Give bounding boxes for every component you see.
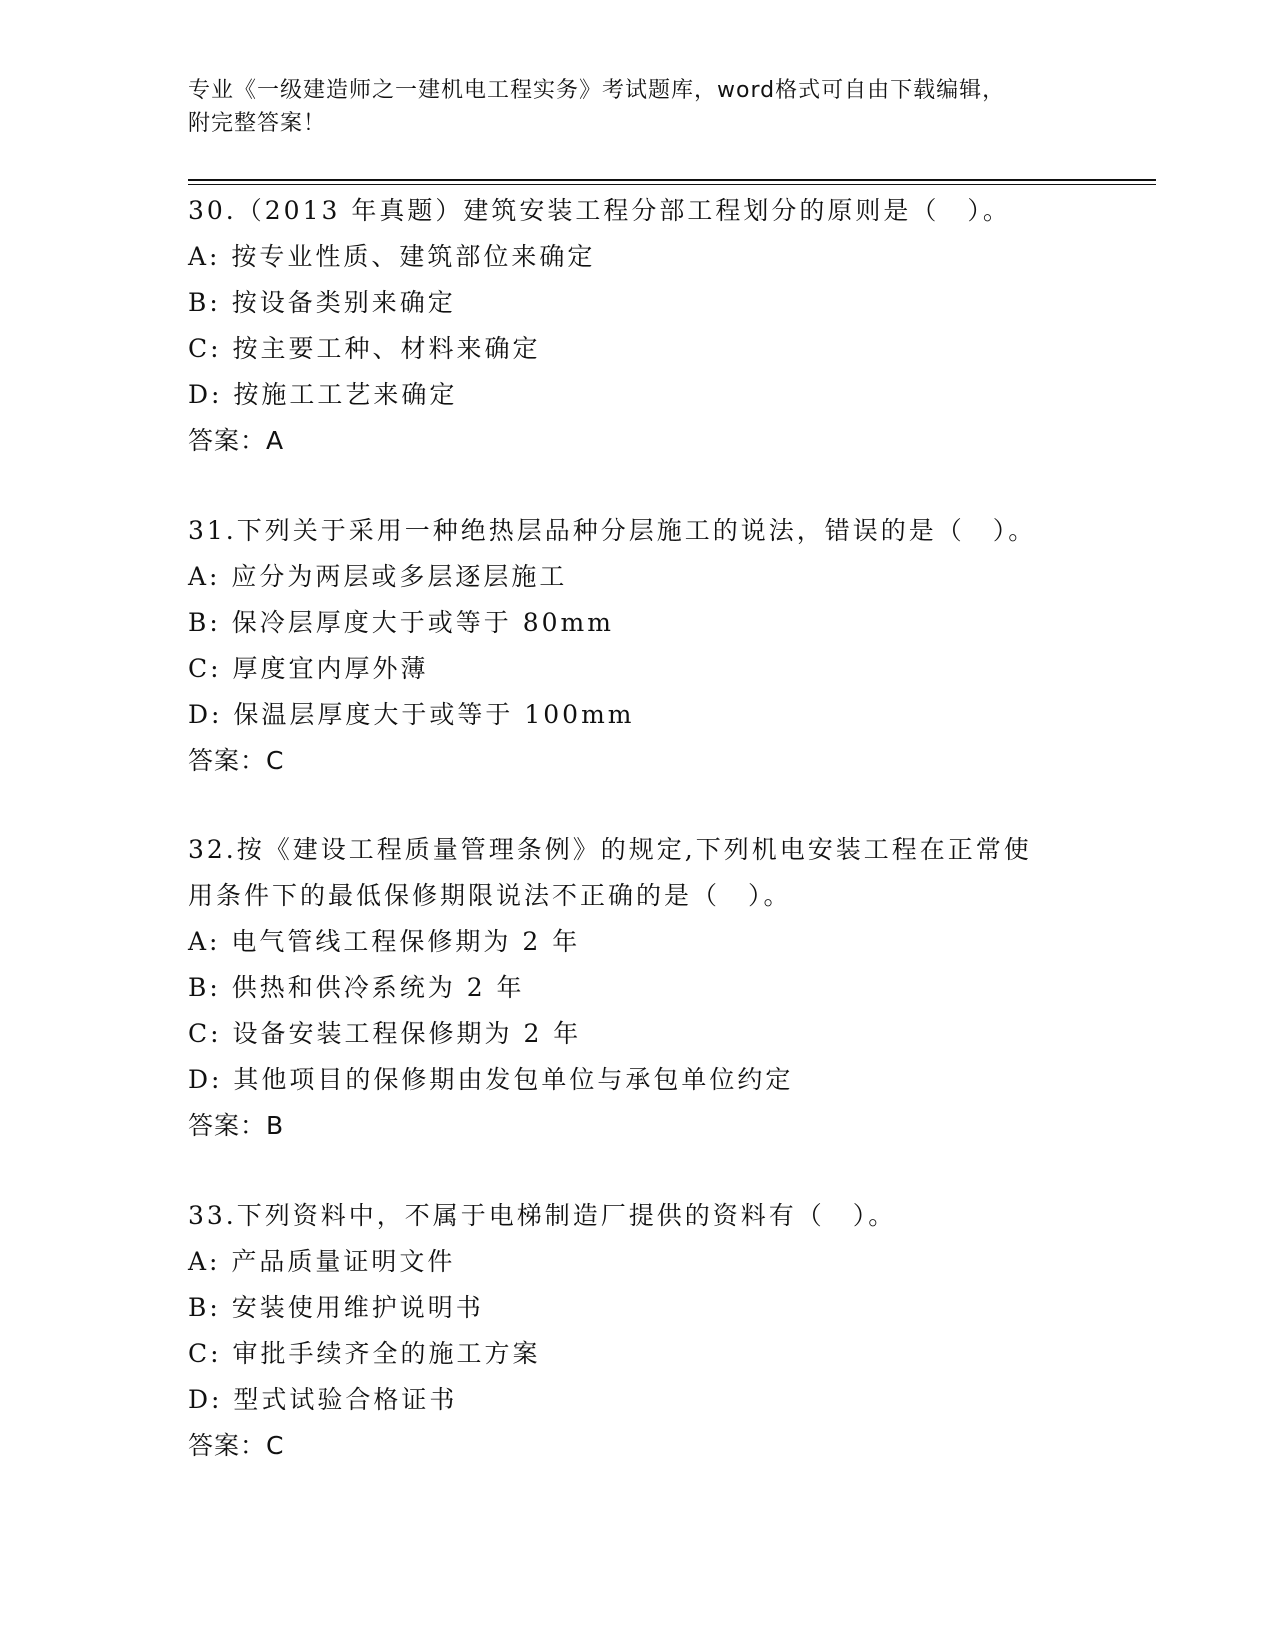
option-b: B: 安装使用维护说明书 bbox=[188, 1293, 484, 1322]
option-d: D: 其他项目的保修期由发包单位与承包单位约定 bbox=[188, 1065, 794, 1094]
header-rule-thin bbox=[188, 184, 1156, 185]
option-b: B: 供热和供冷系统为 2 年 bbox=[188, 973, 525, 1002]
header-rule-thick bbox=[188, 179, 1156, 181]
option-d: D: 按施工工艺来确定 bbox=[188, 380, 458, 409]
option-c: C: 厚度宜内厚外薄 bbox=[188, 654, 429, 683]
option-a: A: 应分为两层或多层逐层施工 bbox=[188, 562, 568, 591]
answer-line: 答案：B bbox=[188, 1111, 285, 1140]
option-c: C: 设备安装工程保修期为 2 年 bbox=[188, 1019, 582, 1048]
question-block bbox=[188, 508, 1088, 784]
answer-line: 答案：A bbox=[188, 426, 285, 455]
option-d: D: 型式试验合格证书 bbox=[188, 1385, 458, 1414]
option-c: C: 按主要工种、材料来确定 bbox=[188, 334, 541, 363]
option-b: B: 保冷层厚度大于或等于 80mm bbox=[188, 608, 614, 637]
option-a: A: 产品质量证明文件 bbox=[188, 1247, 456, 1276]
answer-line: 答案：C bbox=[188, 1431, 285, 1460]
question-stem: 33.下列资料中，不属于电梯制造厂提供的资料有（ ）。 bbox=[188, 1201, 897, 1230]
option-a: A: 按专业性质、建筑部位来确定 bbox=[188, 242, 596, 271]
header-line-2: 附完整答案！ bbox=[188, 111, 327, 136]
question-stem: 31.下列关于采用一种绝热层品种分层施工的说法，错误的是（ ）。 bbox=[188, 516, 1037, 545]
question-block bbox=[188, 1193, 1088, 1469]
question-stem-continued: 用条件下的最低保修期限说法不正确的是（ ）。 bbox=[188, 881, 792, 910]
question-stem: 30.（2013 年真题）建筑安装工程分部工程划分的原则是（ ）。 bbox=[188, 196, 1011, 225]
question-block bbox=[188, 827, 1088, 1149]
option-c: C: 审批手续齐全的施工方案 bbox=[188, 1339, 541, 1368]
option-d: D: 保温层厚度大于或等于 100mm bbox=[188, 700, 635, 729]
header-line-1: 专业《一级建造师之一建机电工程实务》考试题库，word格式可自由下载编辑， bbox=[188, 78, 1006, 103]
question-stem: 32.按《建设工程质量管理条例》的规定,下列机电安装工程在正常使 bbox=[188, 835, 1032, 864]
option-a: A: 电气管线工程保修期为 2 年 bbox=[188, 927, 581, 956]
document-header bbox=[188, 74, 1088, 140]
question-block bbox=[188, 188, 1088, 464]
answer-line: 答案：C bbox=[188, 746, 285, 775]
option-b: B: 按设备类别来确定 bbox=[188, 288, 456, 317]
